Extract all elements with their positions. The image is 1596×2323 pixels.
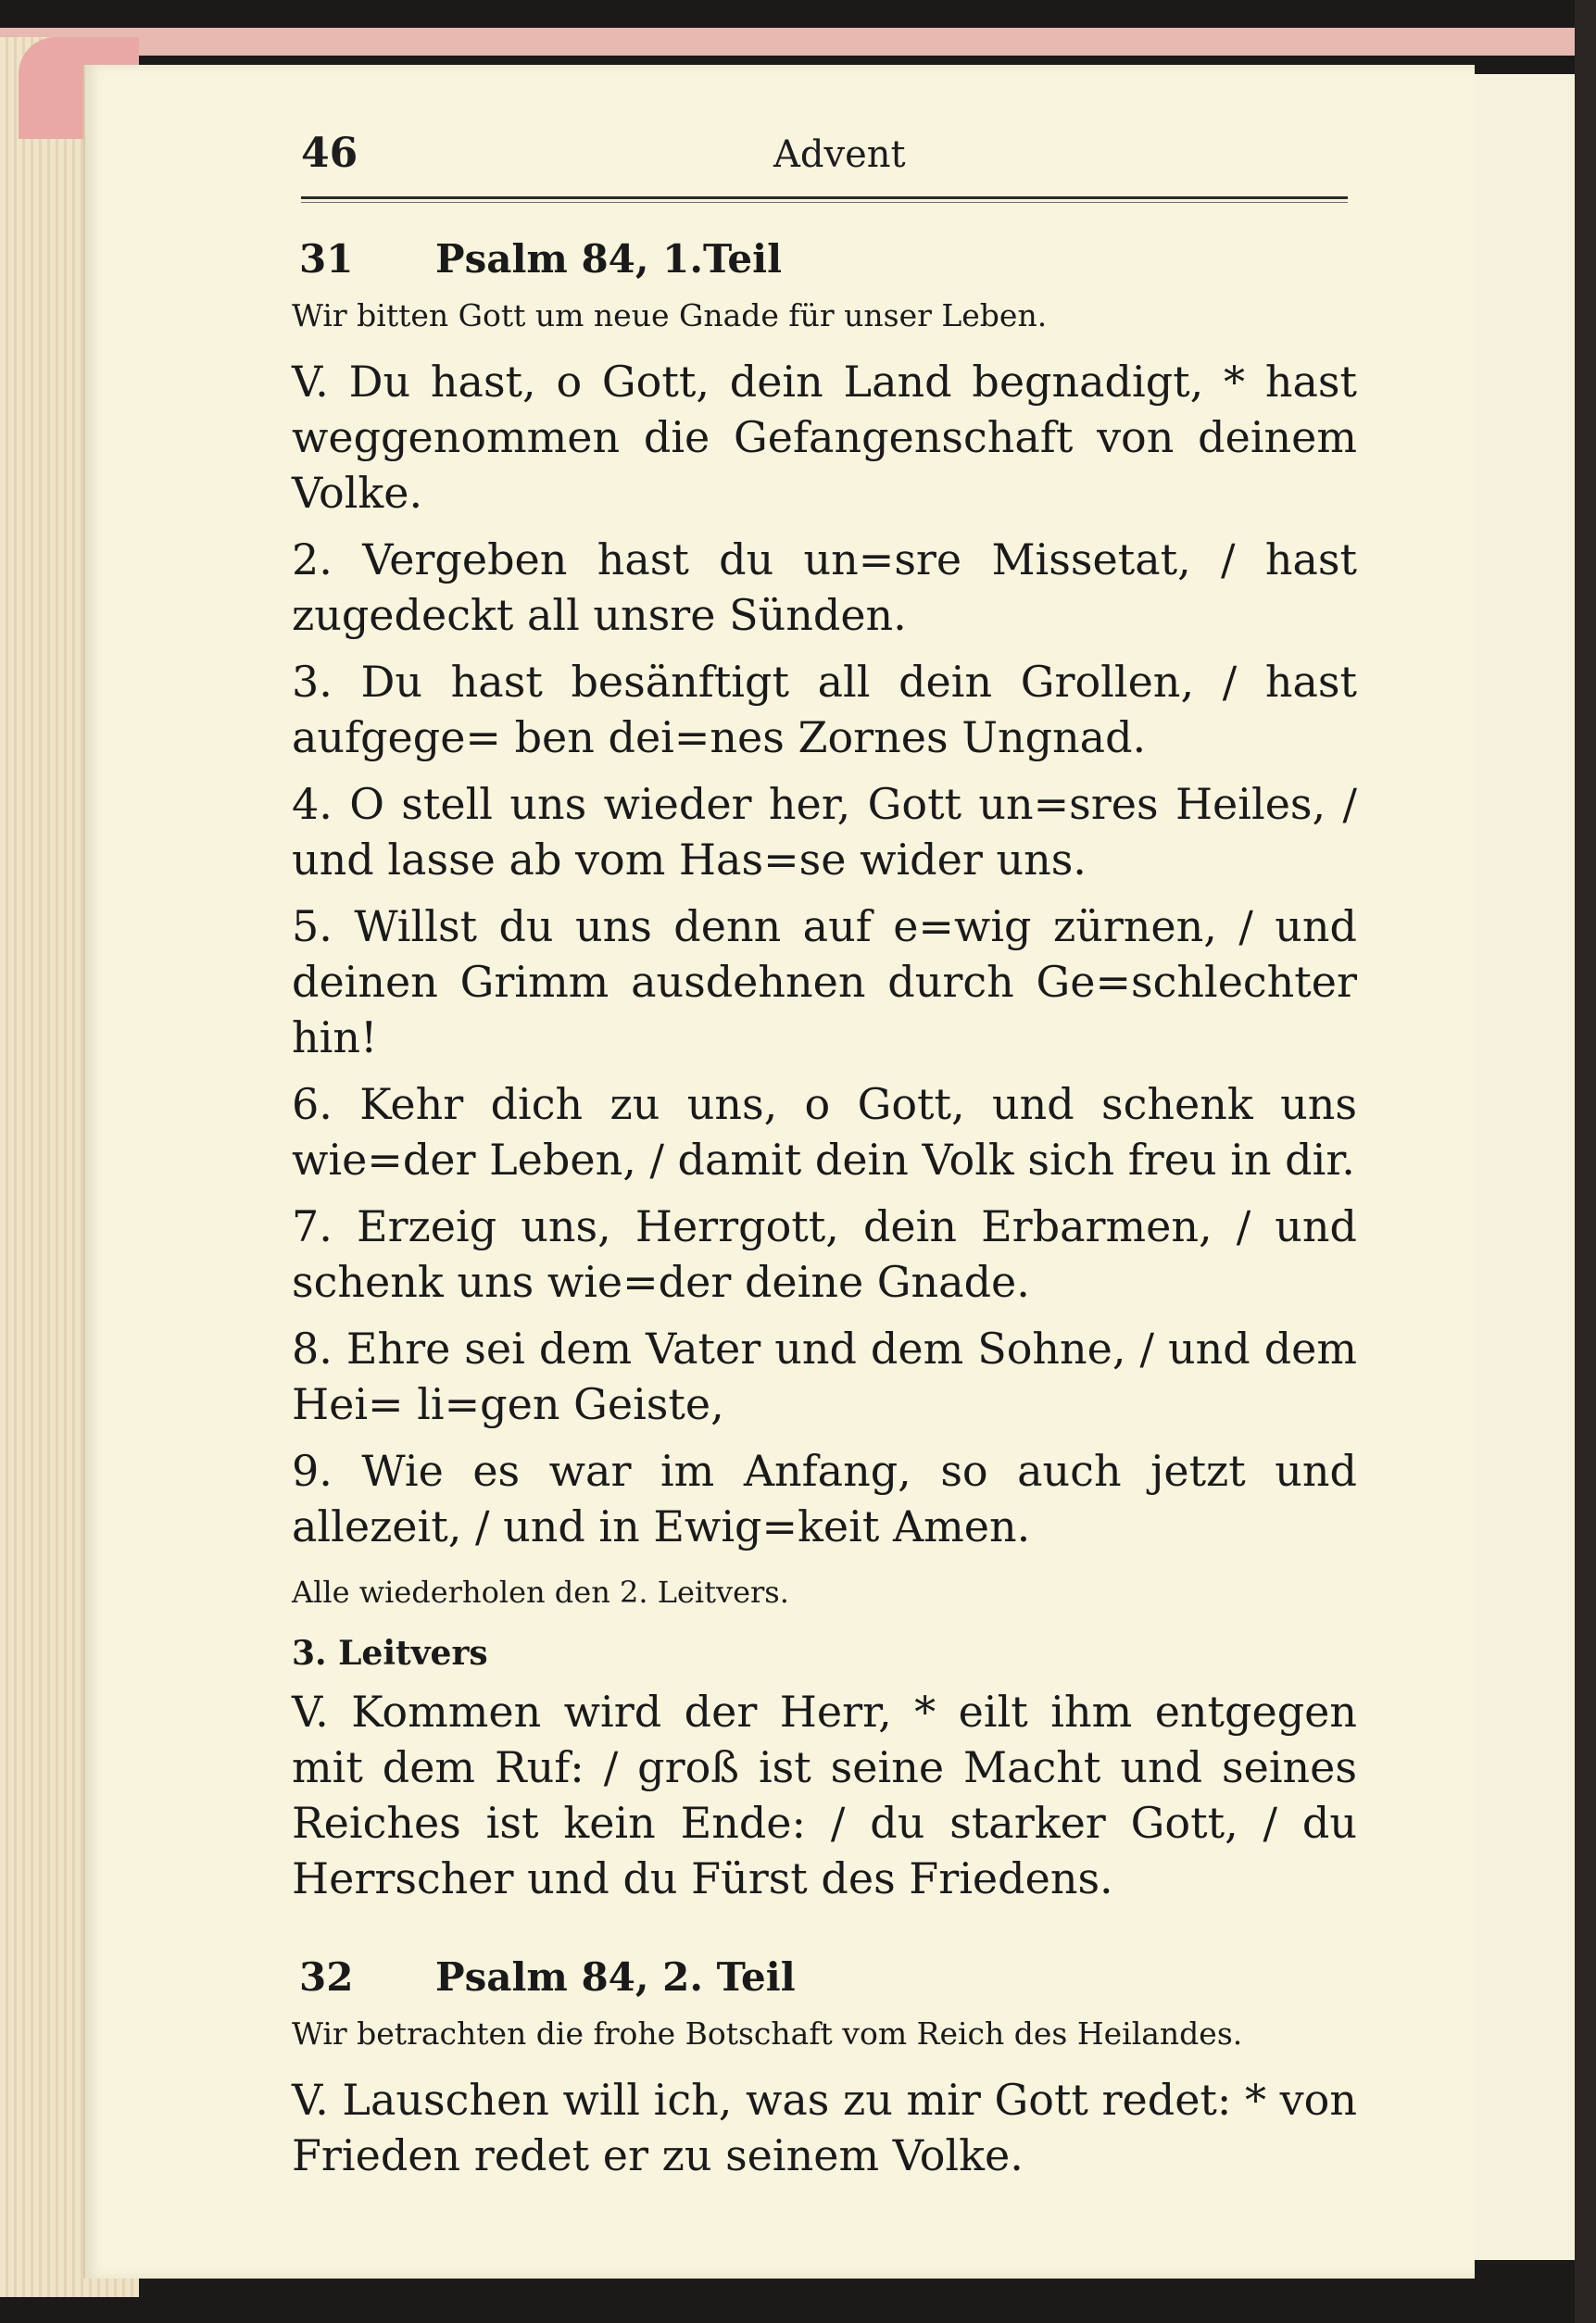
leitvers-text: V. Kommen wird der Herr, * eilt ihm entgegen mit dem Ruf: / groß ist seine Macht und seines Reiches ist kein Ende: / du starker Gott, / du Herrscher und du Fürst des Friedens. bbox=[292, 1687, 1357, 1903]
verse: 5. Willst du uns denn auf e=wig zürnen, / und deinen Grimm ausdehnen durch Ge=schlechter hin! bbox=[292, 901, 1357, 1062]
psalm-title: Psalm 84, 2. Teil bbox=[435, 1954, 796, 2000]
book-cover-edge bbox=[1575, 0, 1596, 2323]
book-top-edge bbox=[0, 0, 1596, 56]
page-number: 46 bbox=[301, 130, 358, 177]
psalm-number: 31 bbox=[299, 236, 354, 282]
verse: 4. O stell uns wieder her, Gott un=sres Heiles, / und lasse ab vom Has=se wider uns. bbox=[292, 779, 1357, 885]
verse: V. Du hast, o Gott, dein Land begnadigt, * hast weggenommen die Gefangenschaft von deinem Volke. bbox=[292, 357, 1357, 518]
verse: 2. Vergeben hast du un=sre Missetat, / hast zugedeckt all unsre Sünden. bbox=[292, 534, 1357, 640]
header-rule-thin bbox=[301, 202, 1348, 203]
page-header bbox=[301, 130, 1348, 195]
verse: 3. Du hast besänftigt all dein Grollen, / hast aufgege= ben dei=nes Zornes Ungnad. bbox=[292, 657, 1357, 762]
page-content bbox=[292, 236, 1357, 2194]
leitvers-heading: 3. Leitvers bbox=[292, 1634, 488, 1673]
psalm-subtitle: Wir betrachten die frohe Botschaft vom Reich des Heilandes. bbox=[292, 2015, 1243, 2052]
verse: 9. Wie es war im Anfang, so auch jetzt und allezeit, / und in Ewig=keit Amen. bbox=[292, 1446, 1357, 1551]
psalm-subtitle: Wir bitten Gott um neue Gnade für unser Leben. bbox=[292, 297, 1048, 333]
repeat-note: Alle wiederholen den 2. Leitvers. bbox=[292, 1575, 789, 1610]
verse: 6. Kehr dich zu uns, o Gott, und schenk uns wie=der Leben, / damit dein Volk sich freu in dir. bbox=[292, 1079, 1357, 1185]
psalm-heading bbox=[292, 1954, 1357, 2012]
verse: 8. Ehre sei dem Vater und dem Sohne, / und dem Hei= li=gen Geiste, bbox=[292, 1324, 1357, 1429]
verse: V. Lauschen will ich, was zu mir Gott redet: * von Frieden redet er zu seinem Volke. bbox=[292, 2075, 1357, 2180]
psalm-number: 32 bbox=[299, 1954, 354, 2000]
header-rule bbox=[301, 196, 1348, 199]
running-head: Advent bbox=[773, 133, 906, 176]
verse: 7. Erzeig uns, Herrgott, dein Erbarmen, / und schenk uns wie=der deine Gnade. bbox=[292, 1201, 1357, 1307]
psalm-title: Psalm 84, 1.Teil bbox=[435, 236, 783, 282]
psalm-heading bbox=[292, 236, 1357, 294]
